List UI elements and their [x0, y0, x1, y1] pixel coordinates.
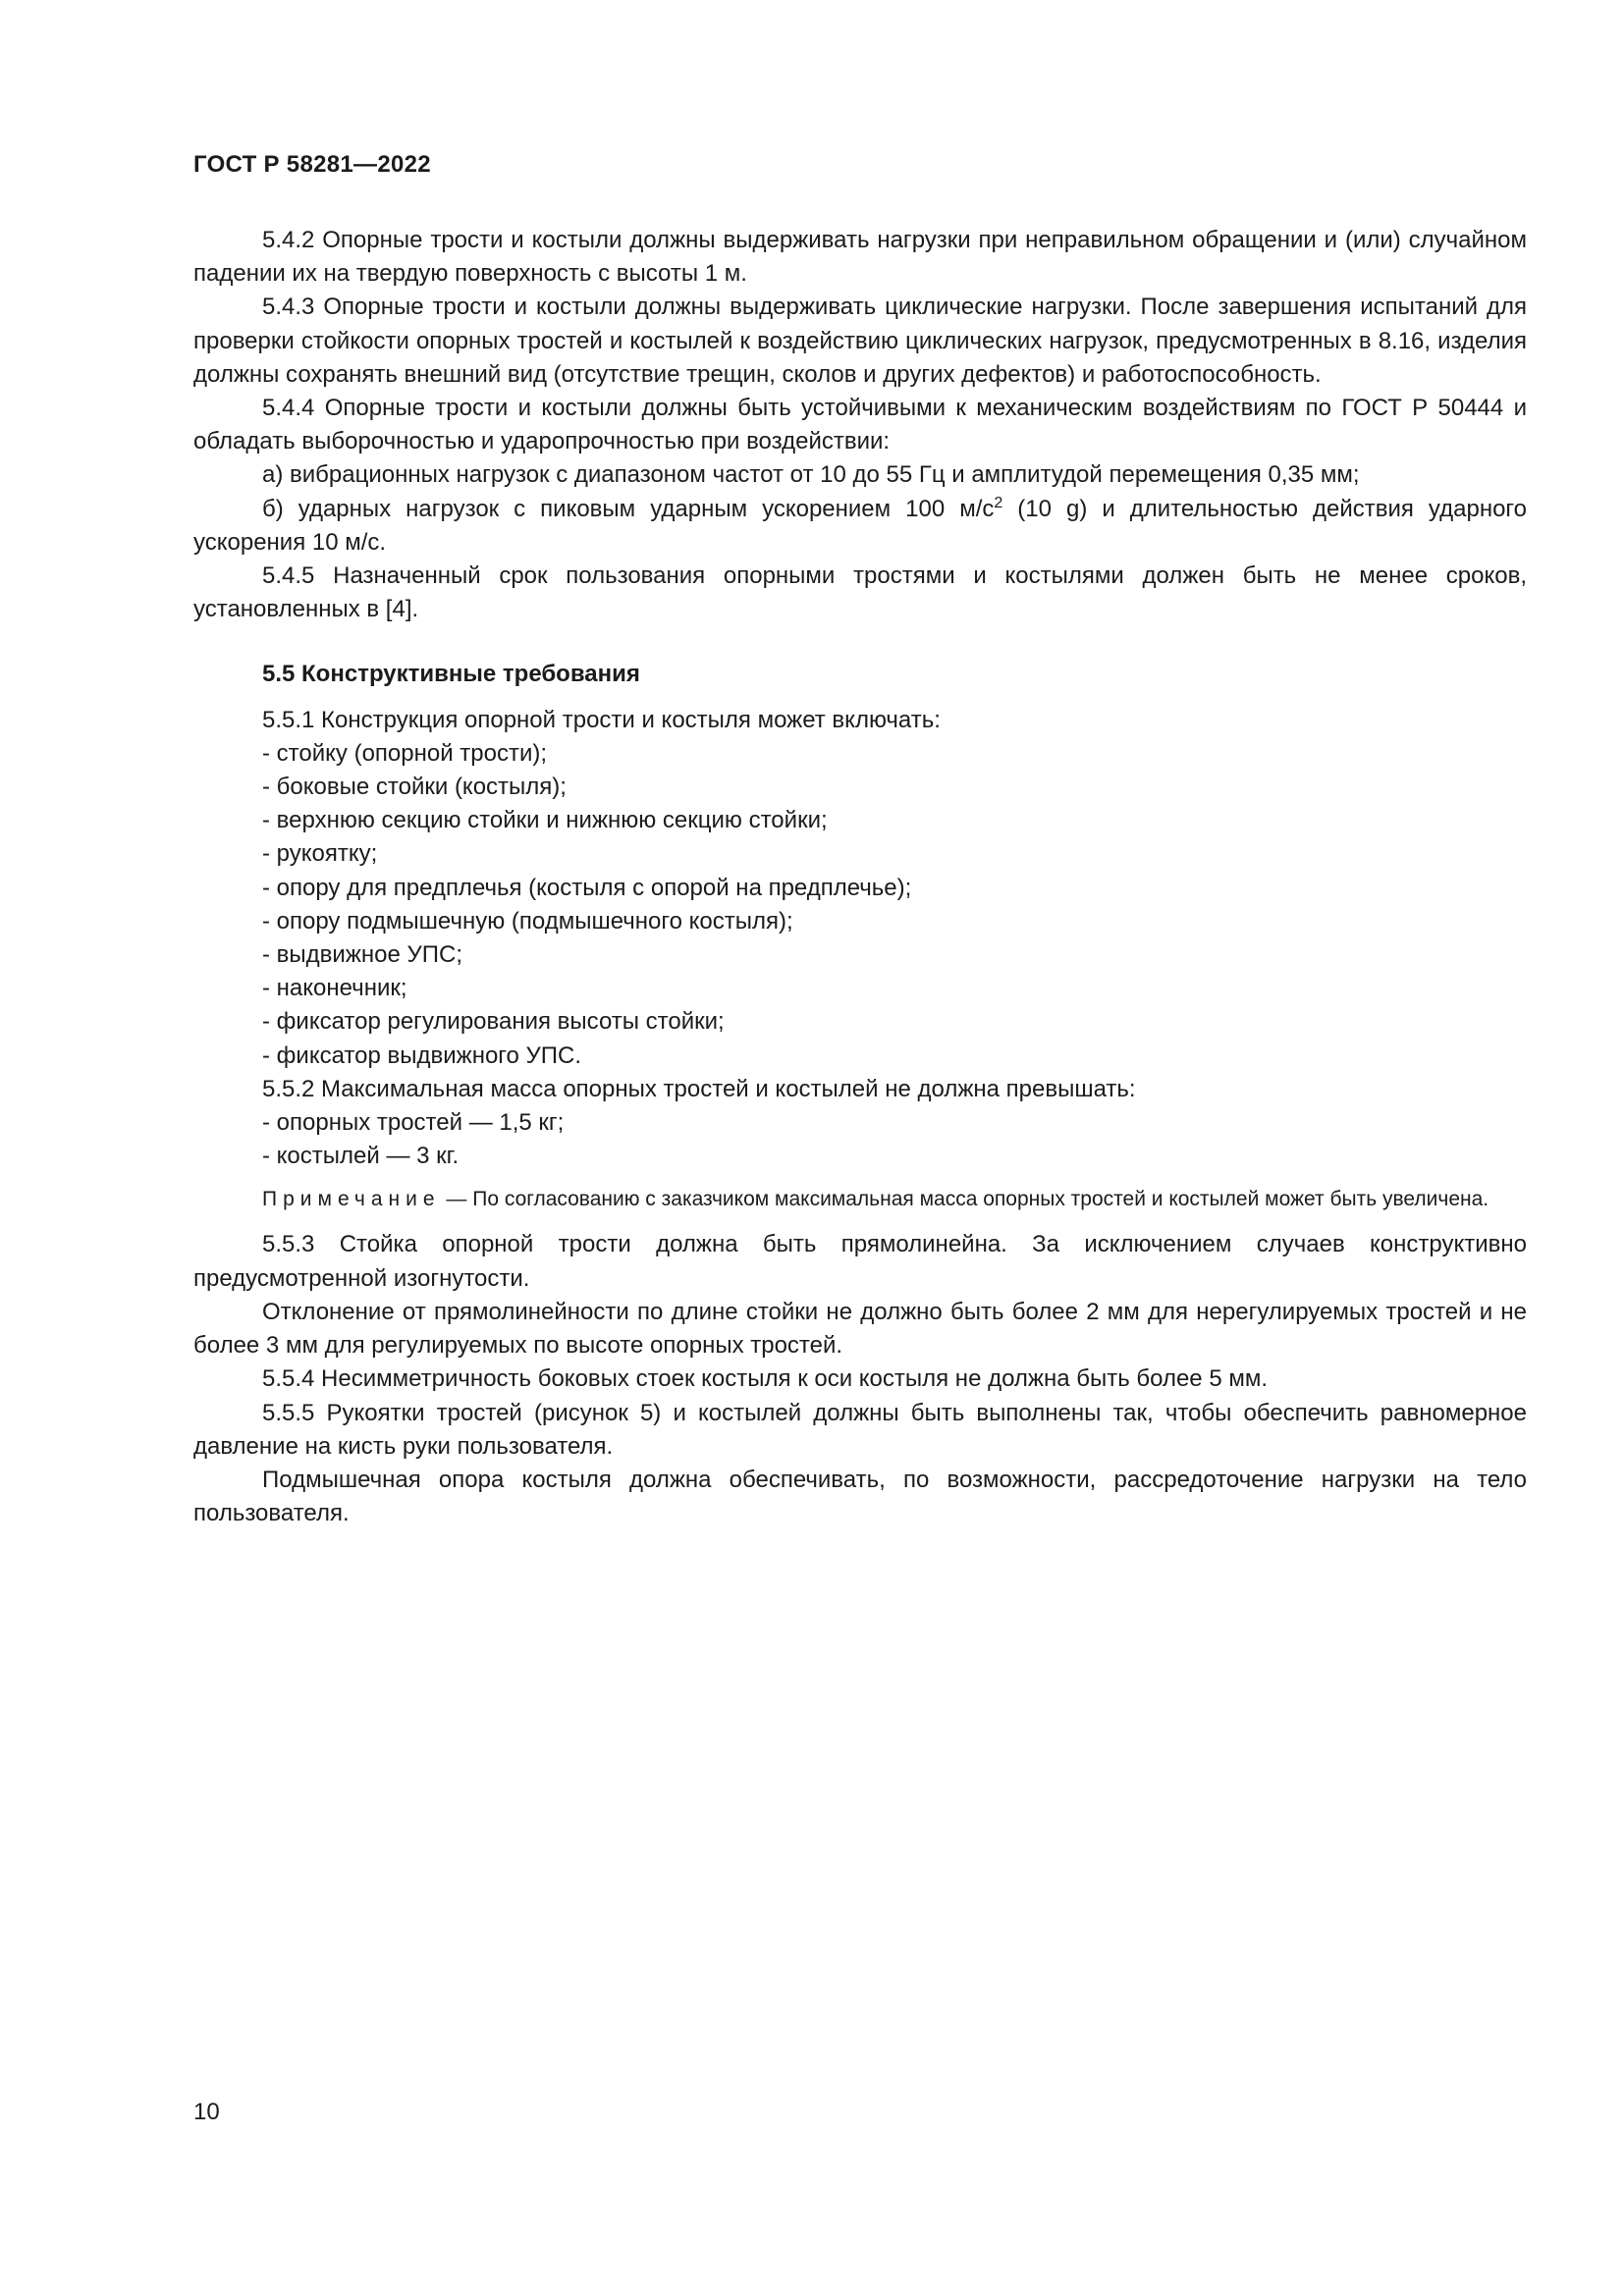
paragraph-5-5-3: 5.5.3 Стойка опорной трости должна быть прямолинейна. За исключением случаев конструктивно предусмотренной изогнутости.	[193, 1231, 1527, 1292]
paragraph-5-5-3-deviation: Отклонение от прямолинейности по длине стойки не должно быть более 2 мм для нерегулируемых тростей и не более 3 мм для регулируемых по высоте опорных тростей.	[193, 1298, 1527, 1360]
paragraph-5-5-2: 5.5.2 Максимальная масса опорных тростей и костылей не должна превышать:	[262, 1075, 1136, 1102]
paragraph-5-4-4: 5.4.4 Опорные трости и костыли должны быть устойчивыми к механическим воздействиям по ГОСТ Р 50444 и обладать выборочностью и ударопрочностью при воздействии:	[193, 395, 1527, 455]
paragraph-5-4-4-b-tail: (10 g) и длительностью действия ударного ускорения 10 м/с.	[193, 495, 1527, 556]
paragraph-5-5-1: 5.5.1 Конструкция опорной трости и костыля может включать:	[262, 706, 941, 733]
note-label: Примечание	[262, 1188, 441, 1211]
list-item: - рукоятку;	[262, 840, 378, 868]
paragraph-5-5-5-armpit: Подмышечная опора костыля должна обеспечивать, по возможности, рассредоточение нагрузки на тело пользователя.	[193, 1466, 1527, 1527]
note-text: — По согласованию с заказчиком максимальная масса опорных тростей и костылей может быть увеличена.	[440, 1188, 1489, 1211]
paragraph-5-4-3: 5.4.3 Опорные трости и костыли должны выдерживать циклические нагрузки. После завершения испытаний для проверки стойкости опорных тростей и костылей к воздействию циклических нагрузок, предусмотренных в 8.16, изделия должны сохранять внешний вид (отсутствие трещин, сколов и других дефектов) и работоспособность.	[193, 294, 1527, 388]
list-item: - фиксатор выдвижного УПС.	[262, 1041, 582, 1069]
list-item: - опорных тростей — 1,5 кг;	[262, 1109, 565, 1137]
list-item: - наконечник;	[262, 975, 407, 1002]
paragraph-5-4-4-b	[193, 493, 1527, 560]
superscript-2: 2	[994, 494, 1003, 511]
list-item: - боковые стойки (костыля);	[262, 774, 567, 801]
list-item: - опору для предплечья (костыля с опорой на предплечье);	[262, 874, 912, 901]
list-item: - стойку (опорной трости);	[262, 739, 548, 767]
section-heading-5-5: 5.5 Конструктивные требования	[262, 661, 640, 688]
list-item: - выдвижное УПС;	[262, 941, 462, 969]
page-number: 10	[193, 2099, 220, 2125]
paragraph-5-4-4-b-text: б) ударных нагрузок с пиковым ударным ускорением 100 м/с	[262, 495, 995, 522]
paragraph-5-4-5: 5.4.5 Назначенный срок пользования опорными тростями и костылями должен быть не менее сроков, установленных в [4].	[193, 562, 1527, 623]
note	[193, 1185, 1527, 1214]
paragraph-5-5-4: 5.5.4 Несимметричность боковых стоек костыля к оси костыля не должна быть более 5 мм.	[262, 1365, 1269, 1393]
paragraph-5-5-5: 5.5.5 Рукоятки тростей (рисунок 5) и костылей должны быть выполнены так, чтобы обеспечить равномерное давление на кисть руки пользователя.	[193, 1399, 1527, 1460]
document-header: ГОСТ Р 58281—2022	[193, 151, 431, 178]
list-item: - фиксатор регулирования высоты стойки;	[262, 1008, 725, 1036]
paragraph-5-4-4-a: а) вибрационных нагрузок с диапазоном частот от 10 до 55 Гц и амплитудой перемещения 0,35 мм;	[262, 461, 1360, 489]
list-item: - опору подмышечную (подмышечного костыля);	[262, 907, 793, 934]
document-body	[193, 224, 1527, 1530]
list-item: - верхнюю секцию стойки и нижнюю секцию стойки;	[262, 807, 828, 834]
paragraph-5-4-2: 5.4.2 Опорные трости и костыли должны выдерживать нагрузки при неправильном обращении и (или) случайном падении их на твердую поверхность с высоты 1 м.	[193, 227, 1527, 288]
list-item: - костылей — 3 кг.	[262, 1143, 460, 1170]
